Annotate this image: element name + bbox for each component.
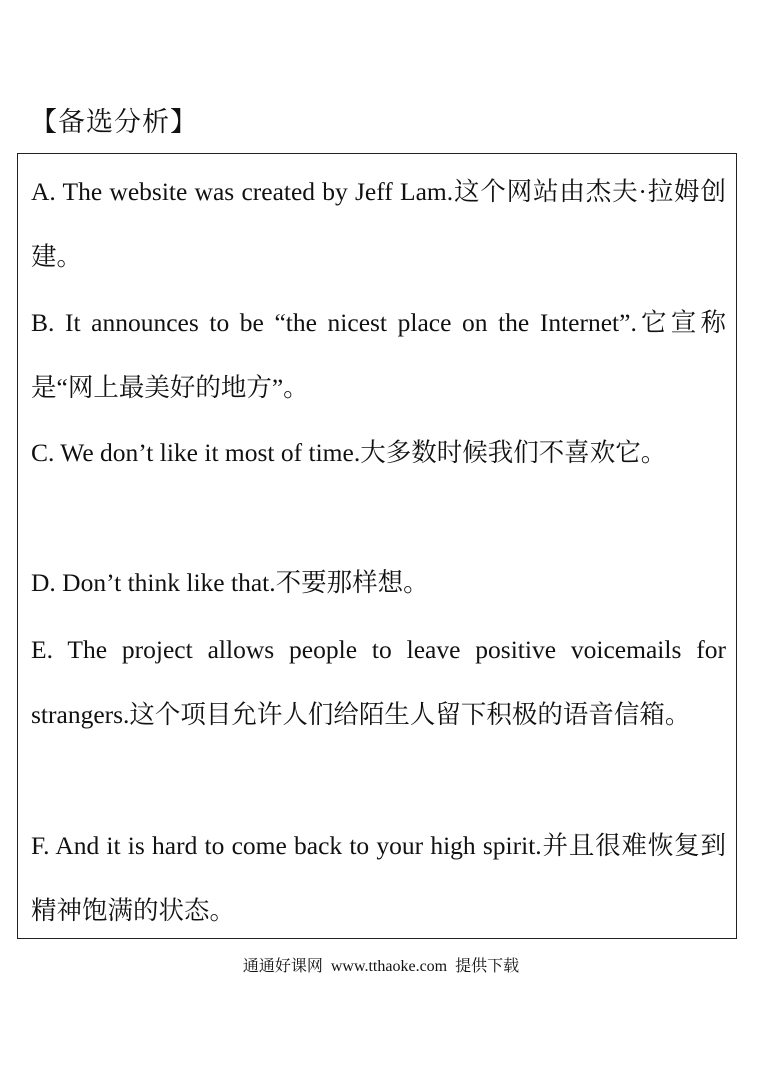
footer-source: 通通好课网 www.tthaoke.com 提供下载	[242, 958, 520, 975]
option-c: C. We don’t like it most of time.大多数时候我们不喜欢它。	[31, 438, 667, 467]
option-d: D. Don’t think like that.不要那样想。	[31, 568, 429, 597]
options-box	[17, 153, 737, 939]
section-title: 【备选分析】	[30, 107, 198, 137]
option-e: E. The project allows people to leave positive voicemails for strangers.这个项目允许人们给陌生人留下积极的语音信箱。	[31, 635, 726, 729]
option-a: A. The website was created by Jeff Lam.这个网站由杰夫·拉姆创建。	[31, 177, 726, 271]
option-b: B. It announces to be “the nicest place on the Internet”.它宣称是“网上最美好的地方”。	[31, 308, 726, 402]
option-f: F. And it is hard to come back to your high spirit.并且很难恢复到精神饱满的状态。	[31, 831, 726, 925]
